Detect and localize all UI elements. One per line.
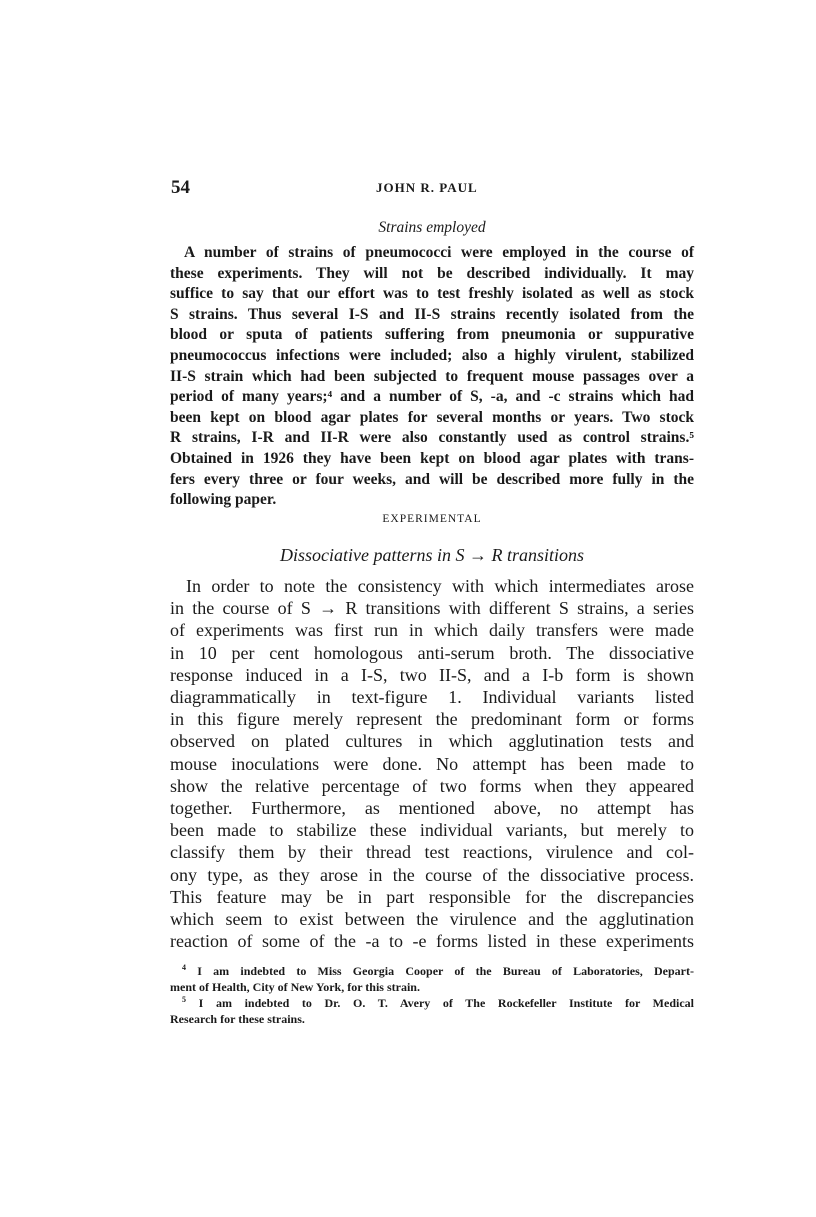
text-line: response induced in a I-S, two II-S, and a I-b form is shown <box>170 664 694 685</box>
text-line: Obtained in 1926 they have been kept on blood agar plates with trans- <box>170 449 694 467</box>
section-heading-strains: Strains employed <box>378 219 486 236</box>
paragraph-experimental <box>170 575 694 952</box>
text-line: classify them by their thread test reactions, virulence and col- <box>170 842 694 863</box>
text-line: fers every three or four weeks, and will be described more fully in the <box>170 470 694 488</box>
subsection-heading-dissociative: Dissociative patterns in S → R transitions <box>280 545 584 565</box>
text-line: mouse inoculations were done. No attempt has been made to <box>170 753 694 774</box>
text-line: these experiments. They will not be described individually. It may <box>170 264 694 282</box>
text-line: in this figure merely represent the predominant form or forms <box>170 709 694 730</box>
running-head: JOHN R. PAUL <box>376 180 478 195</box>
text-line: together. Furthermore, as mentioned above, no attempt has <box>170 798 694 819</box>
text-line: S strains. Thus several I-S and II-S strains recently isolated from the <box>170 305 694 323</box>
text-line: pneumococcus infections were included; also a highly virulent, stabilized <box>170 346 694 364</box>
text-line: in the course of S → R transitions with different S strains, a series <box>170 598 694 619</box>
footnote-text: I am indebted to Miss Georgia Cooper of the Bureau of Laboratories, Depart- <box>197 964 695 978</box>
footnote-line: Research for these strains. <box>170 1011 305 1026</box>
text-line: suffice to say that our effort was to test freshly isolated as well as stock <box>170 285 694 303</box>
text-line: ony type, as they arose in the course of the dissociative process. <box>170 864 694 885</box>
footnote-4 <box>170 964 694 995</box>
text-line: reaction of some of the -a to -e forms listed in these experiments <box>170 931 694 952</box>
text-line: which seem to exist between the virulence and the agglutination <box>170 909 694 930</box>
footnote-line: ment of Health, City of New York, for this strain. <box>170 979 420 994</box>
text-line: blood or sputa of patients suffering from pneumonia or suppurative <box>170 326 694 344</box>
footnote-mark: 5 <box>182 995 186 1004</box>
footnote-text: I am indebted to Dr. O. T. Avery of The Rockefeller Institute for Medical <box>198 996 694 1010</box>
text-line: diagrammatically in text-figure 1. Individual variants listed <box>170 687 694 708</box>
page-number: 54 <box>171 177 190 198</box>
text-line: been kept on blood agar plates for several months or years. Two stock <box>170 408 694 426</box>
footnote-line <box>170 996 694 1012</box>
text-line: R strains, I-R and II-R were also constantly used as control strains.⁵ <box>170 429 694 447</box>
text-line: A number of strains of pneumococci were employed in the course of <box>184 244 694 261</box>
text-line: show the relative percentage of two forms when they appeared <box>170 775 694 796</box>
text-line: of experiments was first run in which daily transfers were made <box>170 620 694 641</box>
footnote-line <box>170 964 694 980</box>
text-line: observed on plated cultures in which agglutination tests and <box>170 731 694 752</box>
text-line: in 10 per cent homologous anti-serum broth. The dissociative <box>170 642 694 663</box>
footnote-5 <box>170 996 694 1027</box>
text-line: This feature may be in part responsible for the discrepancies <box>170 886 694 907</box>
text-line: following paper. <box>170 491 277 509</box>
text-line: II-S strain which had been subjected to frequent mouse passages over a <box>170 367 694 385</box>
section-heading-experimental: EXPERIMENTAL <box>382 513 482 525</box>
text-line: In order to note the consistency with which intermediates arose <box>186 576 694 596</box>
paragraph-strains <box>170 243 694 511</box>
footnote-mark: 4 <box>182 963 186 972</box>
text-line: been made to stabilize these individual variants, but merely to <box>170 820 694 841</box>
text-line: period of many years;⁴ and a number of S, -a, and -c strains which had <box>170 388 694 406</box>
